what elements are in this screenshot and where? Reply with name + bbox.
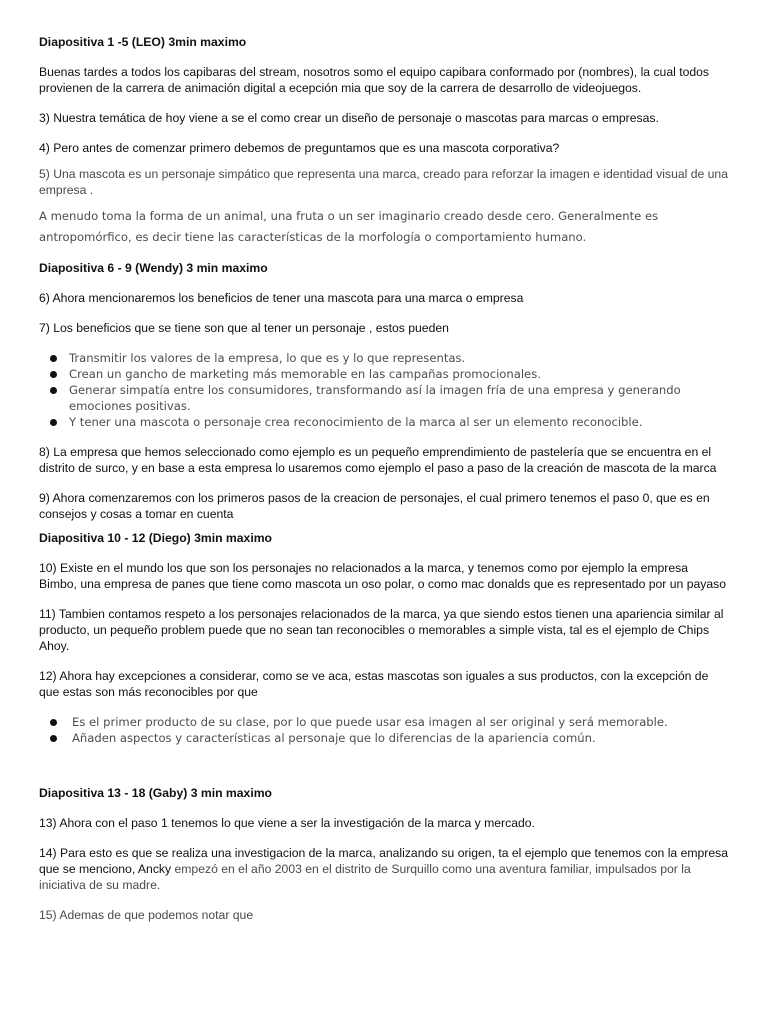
paragraph-9: 9) Ahora comenzaremos con los primeros pasos de la creacion de personajes, el cual primero tenemos el paso 0, que es en consejos y cosas a tomar en cuenta (39, 491, 710, 521)
paragraph-intro: Buenas tardes a todos los capibaras del stream, nosotros somo el equipo capibara conformado por (nombres), la cual todos provienen de la carrera de animación digital a ecepción mia que soy de la carrera de desarrollo de videojuegos. (39, 65, 710, 95)
bullet-icon (50, 387, 57, 394)
paragraph-8: 8) La empresa que hemos seleccionado como ejemplo es un pequeño emprendimiento de pastelería que se encuentra en el distrito de surco, y en base a esta empresa lo usaremos como ejemplo el paso a paso de la creación de mascota de la marca (39, 445, 717, 475)
list-item (39, 730, 729, 746)
paragraph-6: 6) Ahora mencionaremos los beneficios de tener una mascota para una marca o empresa (39, 291, 524, 305)
paragraph-12: 12) Ahora hay excepciones a considerar, como se ve aca, estas mascotas son iguales a sus productos, con la excepción de que estas son más reconocibles por que (39, 669, 709, 699)
list-item (39, 714, 729, 730)
document-page (39, 34, 729, 923)
paragraph-11: 11) Tambien contamos respeto a los personajes relacionados de la marca, ya que siendo estos tienen una apariencia similar al producto, un pequeño problem puede que no sean tan reconocibles o memorables a simple vista, tal es el ejemplo de Chips Ahoy. (39, 607, 724, 653)
list-item (39, 366, 729, 382)
list-item (39, 382, 729, 414)
list-item (39, 350, 729, 366)
section-heading-leo: Diapositiva 1 -5 (LEO) 3min maximo (39, 35, 247, 49)
paragraph-14-part2: empezó en el año 2003 en el distrito de Surquillo como una aventura familiar, impulsados por la iniciativa de su madre. (39, 862, 691, 892)
section-heading-diego: Diapositiva 10 - 12 (Diego) 3min maximo (39, 531, 272, 545)
section-heading-wendy: Diapositiva 6 - 9 (Wendy) 3 min maximo (39, 261, 268, 275)
paragraph-10: 10) Existe en el mundo los que son los personajes no relacionados a la marca, y tenemos como por ejemplo la empresa Bimbo, una empresa de panes que tiene como mascota un oso polar, o como mac donalds que es representado por un payaso (39, 561, 726, 591)
exceptions-list (39, 714, 729, 746)
list-item-text: Crean un gancho de marketing más memorable en las campañas promocionales. (69, 367, 541, 381)
paragraph-7: 7) Los beneficios que se tiene son que al tener un personaje , estos pueden (39, 321, 449, 335)
bullet-icon (50, 719, 57, 726)
section-heading-gaby: Diapositiva 13 - 18 (Gaby) 3 min maximo (39, 786, 272, 800)
bullet-icon (50, 355, 57, 362)
bullet-icon (50, 735, 57, 742)
list-item (39, 414, 729, 430)
paragraph-5b: A menudo toma la forma de un animal, una fruta o un ser imaginario creado desde cero. Generalmente es antropomórfico, es decir tiene las características de la morfología o comportamiento humano. (39, 209, 659, 244)
paragraph-5: 5) Una mascota es un personaje simpático que representa una marca, creado para reforzar la imagen e identidad visual de una empresa . (39, 167, 728, 197)
paragraph-3: 3) Nuestra temática de hoy viene a se el como crear un diseño de personaje o mascotas para marcas o empresas. (39, 111, 659, 125)
list-item-text: Es el primer producto de su clase, por lo que puede usar esa imagen al ser original y será memorable. (72, 715, 668, 729)
paragraph-15: 15) Ademas de que podemos notar que (39, 908, 254, 922)
paragraph-4: 4) Pero antes de comenzar primero debemos de preguntamos que es una mascota corporativa? (39, 141, 560, 155)
paragraph-14 (39, 845, 729, 893)
bullet-icon (50, 419, 57, 426)
list-item-text: Y tener una mascota o personaje crea reconocimiento de la marca al ser un elemento reconocible. (69, 415, 643, 429)
list-item-text: Transmitir los valores de la empresa, lo que es y lo que representas. (69, 351, 466, 365)
list-item-text: Generar simpatía entre los consumidores, transformando así la imagen fría de una empresa y generando emociones positivas. (69, 383, 681, 413)
bullet-icon (50, 371, 57, 378)
paragraph-14-part1: 14) Para esto es que se realiza una investigacion de la marca, analizando su origen, ta el ejemplo que tenemos con la empresa que se menciono, Ancky (39, 846, 729, 876)
paragraph-13: 13) Ahora con el paso 1 tenemos lo que viene a ser la investigación de la marca y mercado. (39, 816, 535, 830)
benefits-list (39, 350, 729, 430)
list-item-text: Añaden aspectos y características al personaje que lo diferencias de la apariencia común. (72, 731, 596, 745)
